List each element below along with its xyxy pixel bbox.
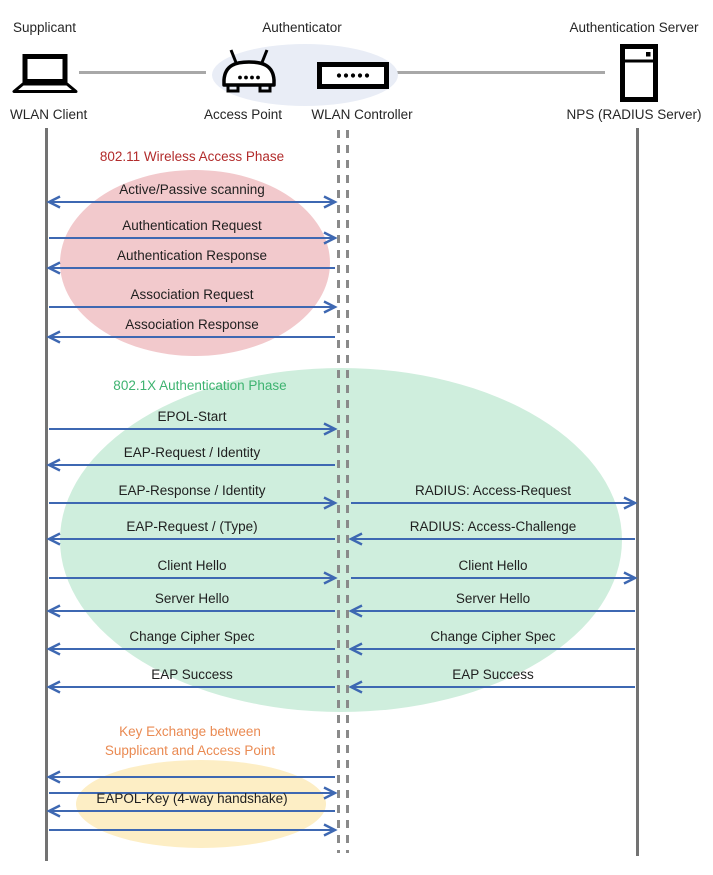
message-label: EAP Success <box>452 667 534 682</box>
message-arrow-left <box>48 769 336 785</box>
message-label: EAP-Response / Identity <box>118 483 266 498</box>
device-label-nps-radius-server: NPS (RADIUS Server) <box>566 107 702 122</box>
message-label: EPOL-Start <box>157 409 227 424</box>
message-label: Authentication Response <box>116 248 268 263</box>
message-label: EAP Success <box>151 667 233 682</box>
message-label: EAP-Request / (Type) <box>126 519 258 534</box>
device-label-access-point: Access Point <box>203 107 283 122</box>
message-label: Association Request <box>130 287 254 302</box>
message-arrow-right <box>48 822 336 838</box>
key-exchange-phase-title-line2: Supplicant and Access Point <box>104 743 276 758</box>
message-label: Server Hello <box>154 591 230 606</box>
device-label-wlan-controller: WLAN Controller <box>311 107 413 122</box>
message-label: EAPOL-Key (4-way handshake) <box>96 791 288 806</box>
message-label: RADIUS: Access-Request <box>414 483 572 498</box>
message-label: Client Hello <box>458 558 528 573</box>
message-label: Server Hello <box>455 591 531 606</box>
role-label-supplicant: Supplicant <box>13 20 77 35</box>
wireless-access-phase-title: 802.11 Wireless Access Phase <box>99 149 285 164</box>
message-label: Client Hello <box>157 558 227 573</box>
key-exchange-phase-title-line1: Key Exchange between <box>119 724 261 739</box>
message-label: EAP-Request / Identity <box>123 445 261 460</box>
message-label: Association Response <box>125 317 259 332</box>
message-label: Authentication Request <box>122 218 262 233</box>
role-label-authentication-server: Authentication Server <box>569 20 699 35</box>
message-label: Active/Passive scanning <box>119 182 265 197</box>
role-label-authenticator: Authenticator <box>262 20 342 35</box>
message-label: RADIUS: Access-Challenge <box>409 519 577 534</box>
message-label: Change Cipher Spec <box>430 629 556 644</box>
device-label-wlan-client: WLAN Client <box>10 107 88 122</box>
message-label: Change Cipher Spec <box>129 629 255 644</box>
authentication-phase-title: 802.1X Authentication Phase <box>113 378 287 393</box>
